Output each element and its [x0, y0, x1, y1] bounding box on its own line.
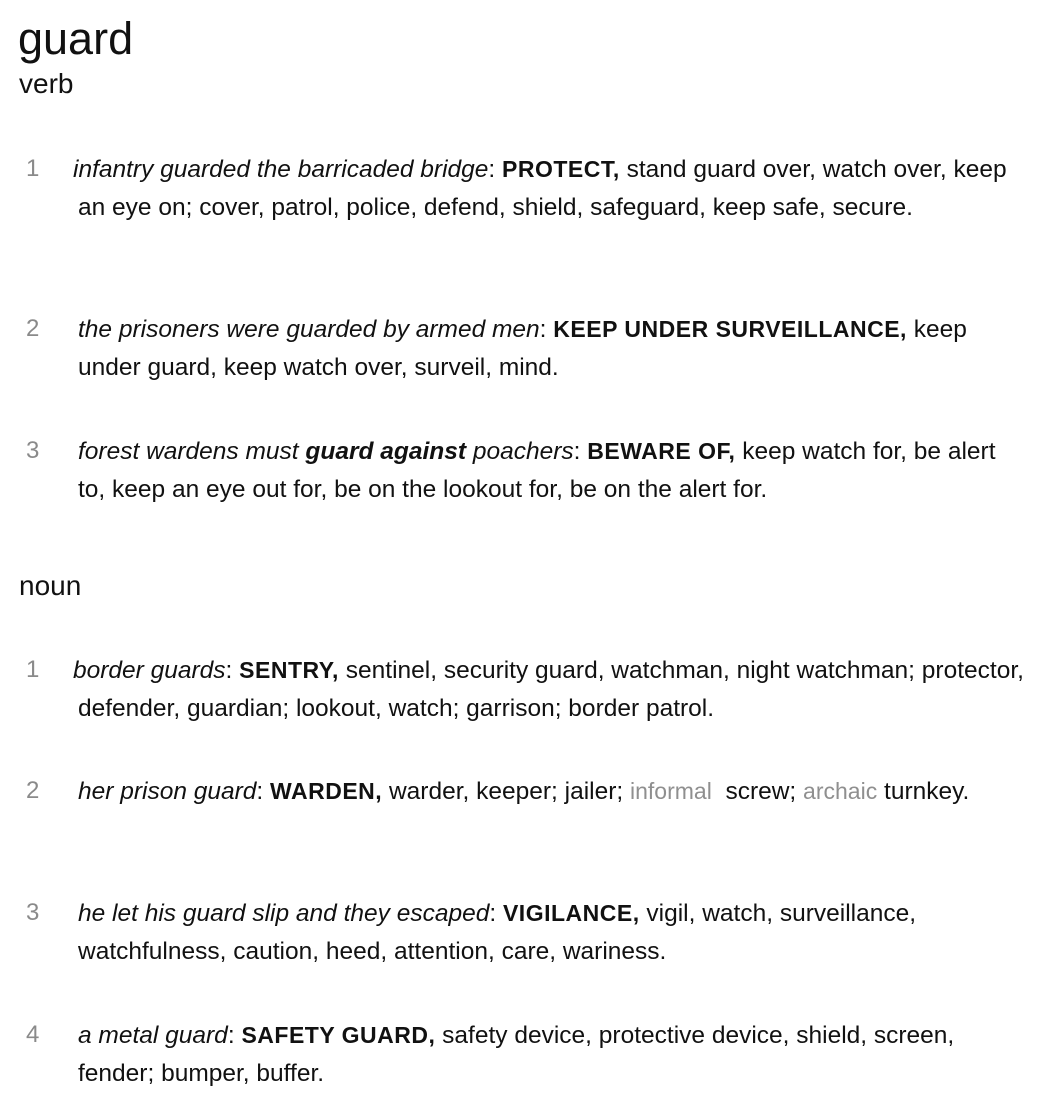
- synonym-list: keep watch for, be alert to, keep an eye out for, be on the lookout for, be on the alert for.: [78, 438, 996, 503]
- head-synonym[interactable]: PROTECT,: [502, 156, 620, 182]
- head-synonym[interactable]: WARDEN,: [270, 778, 383, 804]
- head-synonym[interactable]: SENTRY,: [239, 657, 339, 683]
- example-phrase: infantry guarded the barricaded bridge: [73, 156, 489, 183]
- register-label-informal: informal: [630, 778, 712, 804]
- sense-definition: forest wardens must guard against poachers: BEWARE OF, keep watch for, be alert to, keep an eye out for, be on the lookout for, be on the alert for.: [78, 438, 996, 503]
- synonym-list: screw;: [711, 778, 804, 805]
- example-phrase: her prison guard: [78, 778, 257, 805]
- head-synonym[interactable]: SAFETY GUARD,: [241, 1022, 436, 1048]
- sense-definition: her prison guard: WARDEN, warder, keeper; jailer; informal screw; archaic turnkey.: [78, 778, 970, 805]
- example-phrase: the prisoners were guarded by armed men: [78, 316, 540, 343]
- sense-number: 1: [26, 155, 40, 182]
- sense-number: 3: [26, 437, 40, 464]
- headword: guard: [18, 13, 134, 64]
- sense-definition: border guards: SENTRY, sentinel, security guard, watchman, night watchman; protector, defender, guardian; lookout, watch; garrison; border patrol.: [73, 657, 1024, 722]
- synonym-list: stand guard over, watch over, keep an eye on; cover, patrol, police, defend, shield, safeguard, keep safe, secure.: [78, 156, 1007, 221]
- synonym-list: vigil, watch, surveillance, watchfulness, caution, heed, attention, care, wariness.: [78, 900, 917, 965]
- head-synonym[interactable]: BEWARE OF,: [587, 438, 736, 464]
- part-of-speech-noun: noun: [19, 570, 82, 601]
- synonym-list: turnkey.: [877, 778, 970, 805]
- sense-definition: the prisoners were guarded by armed men: KEEP UNDER SURVEILLANCE, keep under guard, keep watch over, surveil, mind.: [78, 316, 967, 381]
- part-of-speech-verb: verb: [19, 68, 74, 99]
- register-label-archaic: archaic: [803, 778, 878, 804]
- sense-definition: a metal guard: SAFETY GUARD, safety device, protective device, shield, screen, fender; bumper, buffer.: [78, 1022, 955, 1087]
- synonym-list: keep under guard, keep watch over, surveil, mind.: [78, 316, 967, 381]
- example-phrase: border guards: [73, 657, 226, 684]
- example-phrase: forest wardens must guard against poachers: [78, 438, 574, 465]
- head-synonym[interactable]: VIGILANCE,: [502, 900, 640, 926]
- example-phrase: he let his guard slip and they escaped: [78, 900, 490, 927]
- sense-definition: he let his guard slip and they escaped: VIGILANCE, vigil, watch, surveillance, watchfulness, caution, heed, attention, care, wariness.: [78, 900, 917, 965]
- example-phrase: a metal guard: [78, 1022, 228, 1049]
- head-synonym[interactable]: KEEP UNDER SURVEILLANCE,: [553, 316, 907, 342]
- sense-number: 2: [26, 315, 40, 342]
- sense-number: 4: [26, 1021, 40, 1048]
- synonym-list: sentinel, security guard, watchman, night watchman; protector, defender, guardian; lookout, watch; garrison; border patrol.: [78, 657, 1024, 722]
- example-emphasis: guard against: [305, 438, 467, 465]
- sense-number: 2: [26, 777, 40, 804]
- sense-number: 1: [26, 656, 40, 683]
- synonym-list: warder, keeper; jailer;: [382, 778, 631, 805]
- synonym-list: safety device, protective device, shield, screen, fender; bumper, buffer.: [78, 1022, 955, 1087]
- sense-number: 3: [26, 899, 40, 926]
- sense-definition: infantry guarded the barricaded bridge: PROTECT, stand guard over, watch over, keep an eye on; cover, patrol, police, defend, shield, safeguard, keep safe, secure.: [73, 156, 1007, 221]
